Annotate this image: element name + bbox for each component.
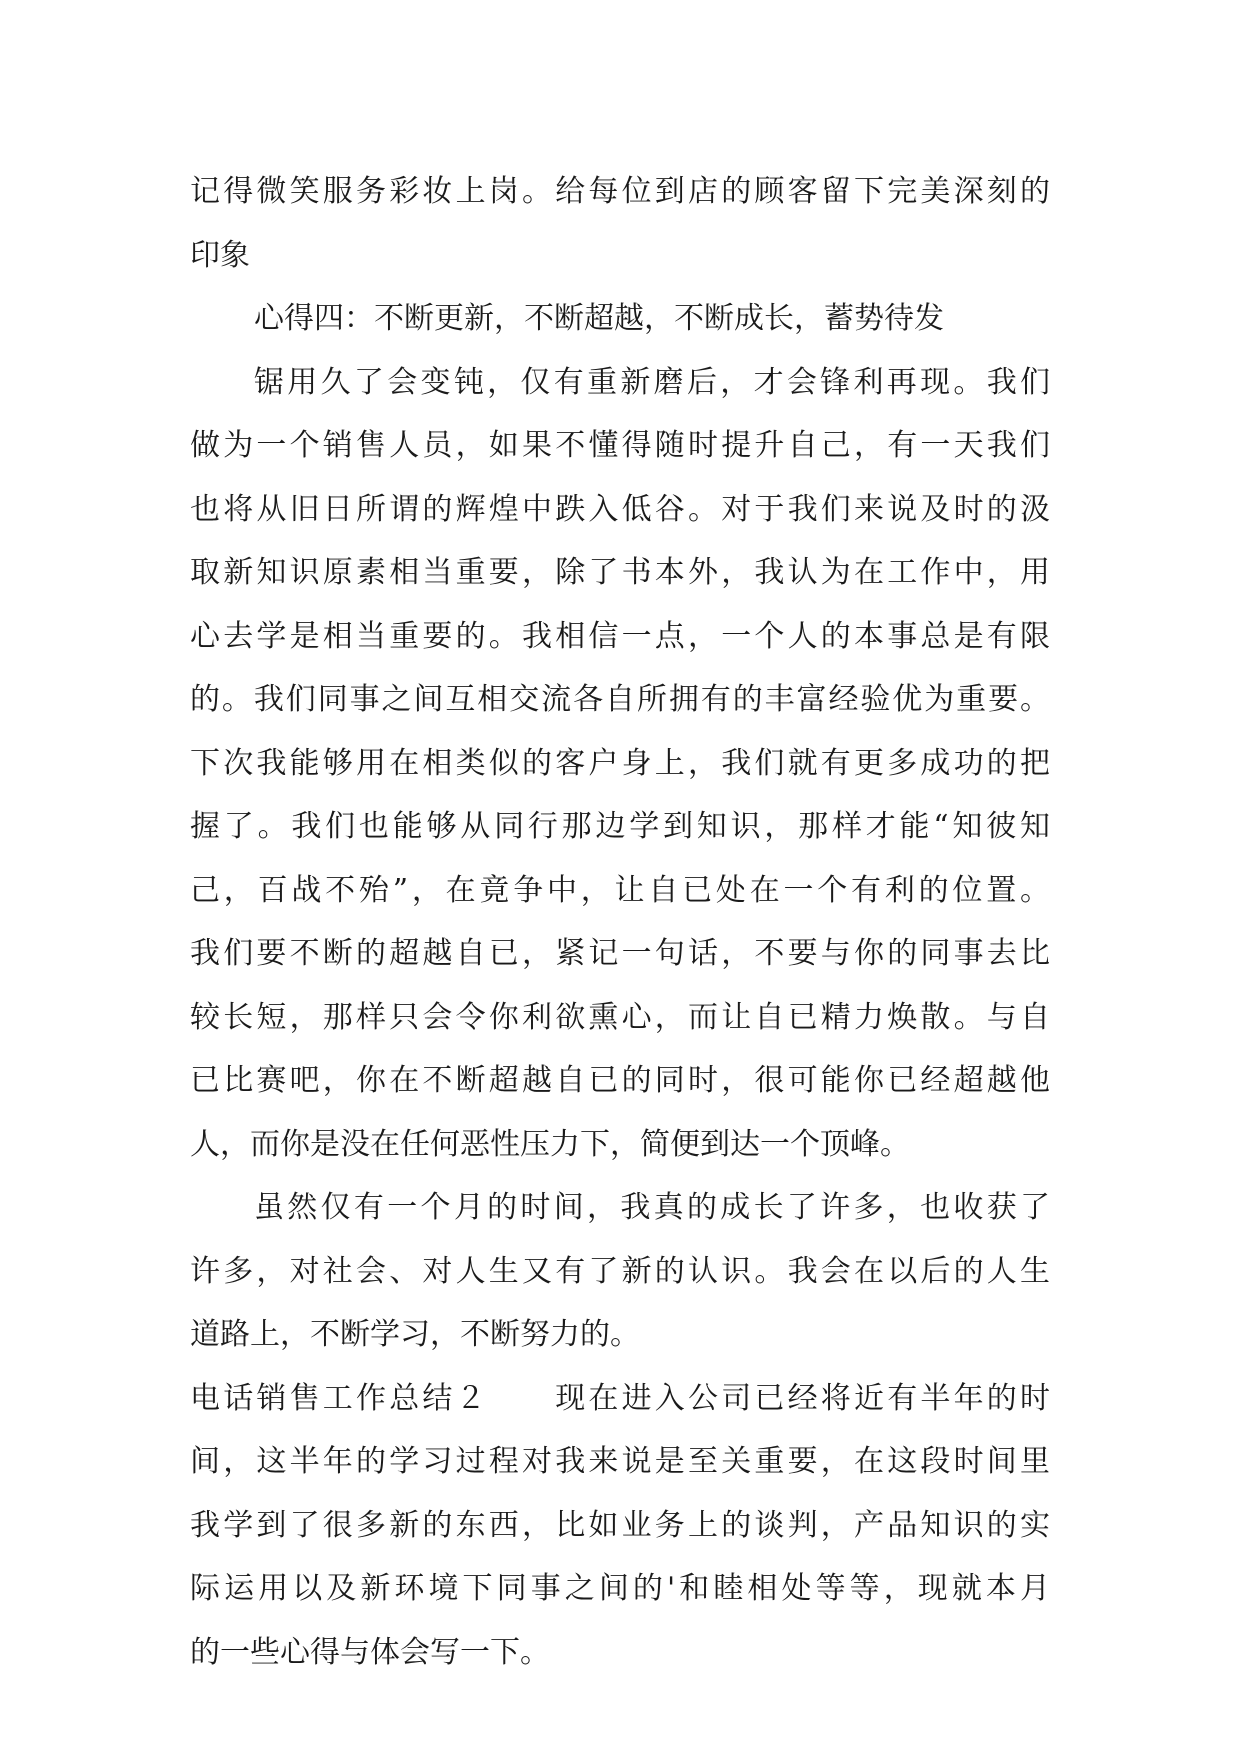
text-line: 的一些心得与体会写一下。 (190, 1634, 550, 1670)
text-line: 取新知识原素相当重要，除了书本外，我认为在工作中，用 (190, 555, 1050, 590)
text-line: 记得微笑服务彩妆上岗。给每位到店的顾客留下完美深刻的 (190, 174, 1050, 209)
text-line: 也将从旧日所谓的辉煌中跌入低谷。对于我们来说及时的汲 (190, 491, 1050, 527)
text-line: 人，而你是没在任何恶性压力下，简便到达一个顶峰。 (190, 1126, 910, 1162)
text-line: 较长短，那样只会令你利欲熏心，而让自已精力焕散。与自 (190, 999, 1050, 1035)
text-line: 道路上，不断学习，不断努力的。 (190, 1317, 640, 1352)
text-line: 心得四：不断更新，不断超越，不断成长，蓄势待发 (254, 301, 944, 336)
text-line: 我们要不断的超越自已，紧记一句话，不要与你的同事去比 (190, 936, 1050, 971)
text-line: 许多，对社会、对人生又有了新的认识。我会在以后的人生 (190, 1253, 1050, 1289)
text-line: 握了。我们也能够从同行那边学到知识，那样才能“知彼知 (190, 809, 1050, 844)
text-line: 已比赛吧，你在不断超越自已的同时，很可能你已经超越他 (190, 1063, 1050, 1098)
text-line: 我学到了很多新的东西，比如业务上的谈判，产品知识的实 (190, 1507, 1050, 1543)
document-body (190, 160, 1050, 1684)
text-line: 间，这半年的学习过程对我来说是至关重要，在这段时间里 (190, 1444, 1050, 1479)
text-line: 心去学是相当重要的。我相信一点，一个人的本事总是有限 (190, 618, 1050, 654)
text-line: 际运用以及新环境下同事之间的'和睦相处等等，现就本月 (190, 1571, 1050, 1606)
text-line: 做为一个销售人员，如果不懂得随时提升自己，有一天我们 (190, 428, 1050, 463)
text-line: 电话销售工作总结２ 现在进入公司已经将近有半年的时 (190, 1380, 1050, 1416)
text-line: 印象 (190, 237, 250, 273)
text-line: 虽然仅有一个月的时间，我真的成长了许多，也收获了 (254, 1190, 1050, 1225)
text-line: 下次我能够用在相类似的客户身上，我们就有更多成功的把 (190, 745, 1050, 781)
text-line: 锯用久了会变钝，仅有重新磨后，才会锋利再现。我们 (254, 364, 1050, 400)
text-line: 己，百战不殆”，在竟争中，让自已处在一个有利的位置。 (190, 872, 1050, 908)
text-line: 的。我们同事之间互相交流各自所拥有的丰富经验优为重要。 (190, 682, 1050, 717)
